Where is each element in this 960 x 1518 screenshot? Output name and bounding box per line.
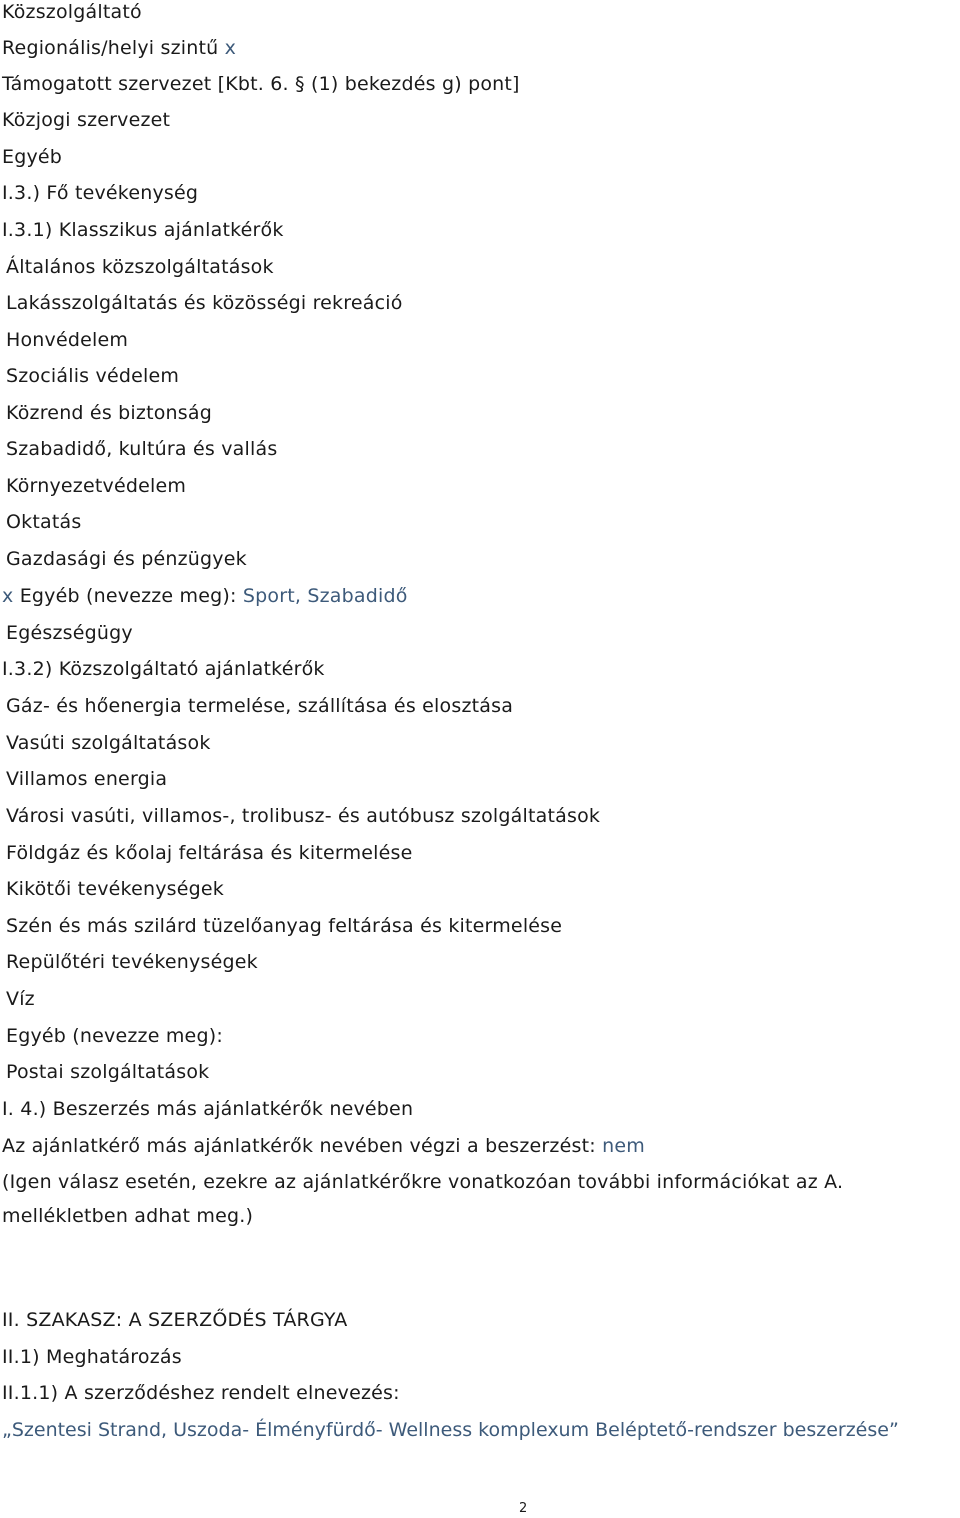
line-regionalis [2,36,236,60]
utility-item: Vasúti szolgáltatások [6,732,211,754]
other-activity-value: Sport, Szabadidő [242,585,408,607]
contract-name-label: II.1.1) A szerződéshez rendelt elnevezés: [2,1382,400,1404]
classic-item: Környezetvédelem [6,475,187,497]
heading-klasszikus: I.3.1) Klasszikus ajánlatkérők [2,219,284,241]
classic-item-health: Egészségügy [6,622,133,644]
classic-item: Honvédelem [6,329,129,351]
line-tamogatott: Támogatott szervezet [Kbt. 6. § (1) bekezdés g) pont] [2,73,520,95]
heading-meghatarozas: II.1) Meghatározás [2,1346,182,1368]
utility-item: Villamos energia [6,768,168,790]
procurement-answer: nem [602,1135,645,1157]
classic-item: Szabadidő, kultúra és vallás [6,438,278,460]
regional-label: Regionális/helyi szintű [2,37,219,59]
utility-item: Repülőtéri tevékenységek [6,951,258,973]
contract-name-value: „Szentesi Strand, Uszoda- Élményfürdő- Wellness komplexum Beléptető-rendszer beszerzése” [2,1419,899,1441]
line-egyeb: Egyéb [2,146,63,168]
utility-item: Víz [6,988,35,1010]
classic-item: Gazdasági és pénzügyek [6,548,247,570]
utility-item: Szén és más szilárd tüzelőanyag feltárása és kitermelése [6,915,563,937]
utility-item: Földgáz és kőolaj feltárása és kitermelése [6,842,413,864]
classic-item: Szociális védelem [6,365,180,387]
other-check-mark: x [2,585,14,607]
line-kozszolgaltato: Közszolgáltató [2,1,142,23]
other-activity-line [2,584,408,608]
page-number: 2 [519,1501,528,1516]
utility-item: Gáz- és hőenergia termelése, szállítása és elosztása [6,695,514,717]
classic-item: Lakásszolgáltatás és közösségi rekreáció [6,292,403,314]
regional-check-mark: x [224,37,237,59]
utility-item: Városi vasúti, villamos-, trolibusz- és autóbusz szolgáltatások [6,805,601,827]
heading-beszerzes: I. 4.) Beszerzés más ajánlatkérők nevében [2,1098,414,1120]
heading-section-ii: II. SZAKASZ: A SZERZŐDÉS TÁRGYA [2,1309,348,1331]
other-activity-label: Egyéb (nevezze meg): [19,585,237,607]
procurement-question: Az ajánlatkérő más ajánlatkérők nevében végzi a beszerzést: [2,1135,596,1157]
line-kozjogi: Közjogi szervezet [2,109,171,131]
classic-item: Általános közszolgáltatások [6,256,274,278]
classic-item: Oktatás [6,511,82,533]
heading-fo-tevekenyseg: I.3.) Fő tevékenység [2,182,199,204]
utility-item: Egyéb (nevezze meg): [6,1025,223,1047]
procurement-note: (Igen válasz esetén, ezekre az ajánlatkérőkre vonatkozóan további információkat az A. mellékletben adhat meg.) [2,1171,844,1227]
heading-kozszolgaltato-ajanlatkerok: I.3.2) Közszolgáltató ajánlatkérők [2,658,325,680]
procurement-question-line [2,1134,645,1158]
utility-item: Kikötői tevékenységek [6,878,224,900]
classic-item: Közrend és biztonság [6,402,212,424]
utility-item: Postai szolgáltatások [6,1061,210,1083]
